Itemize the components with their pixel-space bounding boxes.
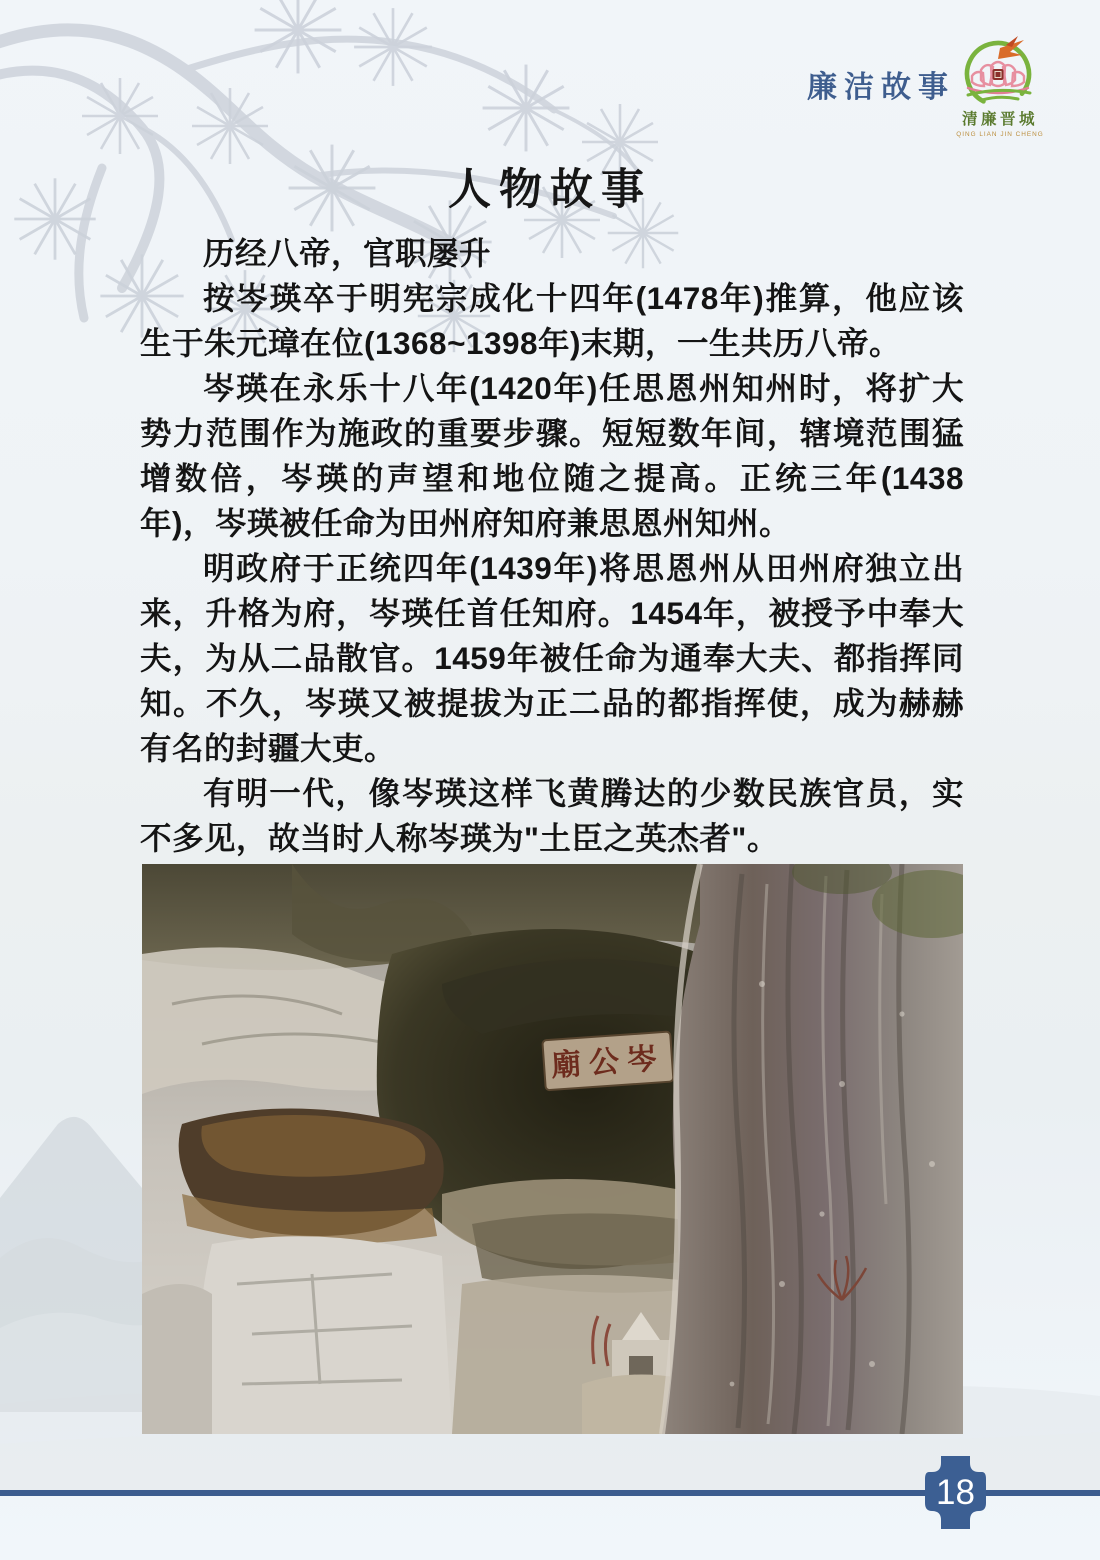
photo-rock-column bbox=[662, 864, 963, 1434]
article-photo bbox=[142, 864, 963, 1434]
article-body bbox=[140, 231, 964, 861]
article-paragraph: 历经八帝，官职屡升 bbox=[203, 235, 492, 271]
article-title: 人物故事 bbox=[448, 166, 652, 214]
article-paragraph: 按岑瑛卒于明宪宗成化十四年(1478年)推算，他应该生于朱元璋在位(1368~1398年)末期，一生共历八帝。 bbox=[140, 280, 964, 361]
page-number-label: 18 bbox=[936, 1473, 975, 1512]
logo-title-en: QING LIAN JIN CHENG bbox=[956, 131, 1044, 138]
photo-plaque-text: 廟公岑 bbox=[550, 1041, 667, 1083]
article-paragraph: 岑瑛在永乐十八年(1420年)任思恩州知州时，将扩大势力范围作为施政的重要步骤。短短数年间，辖境范围猛增数倍，岑瑛的声望和地位随之提高。正统三年(1438年)，岑瑛被任命为田州府知府兼思恩州知州。 bbox=[140, 370, 964, 541]
qinglian-jincheng-logo bbox=[948, 32, 1052, 148]
mist-mountains-decoration bbox=[0, 1072, 152, 1412]
photo-plaque bbox=[542, 1032, 673, 1091]
article-paragraph: 有明一代，像岑瑛这样飞黄腾达的少数民族官员，实不多见，故当时人称岑瑛为"土臣之英杰者"。 bbox=[140, 775, 964, 856]
article-paragraph: 明政府于正统四年(1439年)将思恩州从田州府独立出来，升格为府，岑瑛任首任知府。1454年，被授予中奉大夫，为从二品散官。1459年被任命为通奉大夫、都指挥同知。不久，岑瑛又被提拔为正二品的都指挥使，成为赫赫有名的封疆大吏。 bbox=[140, 550, 964, 766]
logo-title-cn: 清廉晋城 bbox=[961, 111, 1039, 128]
brand-title: 廉洁故事 bbox=[807, 71, 955, 104]
page-number-badge bbox=[921, 1456, 990, 1529]
bird-icon bbox=[998, 36, 1024, 59]
seal-icon bbox=[993, 69, 1004, 80]
